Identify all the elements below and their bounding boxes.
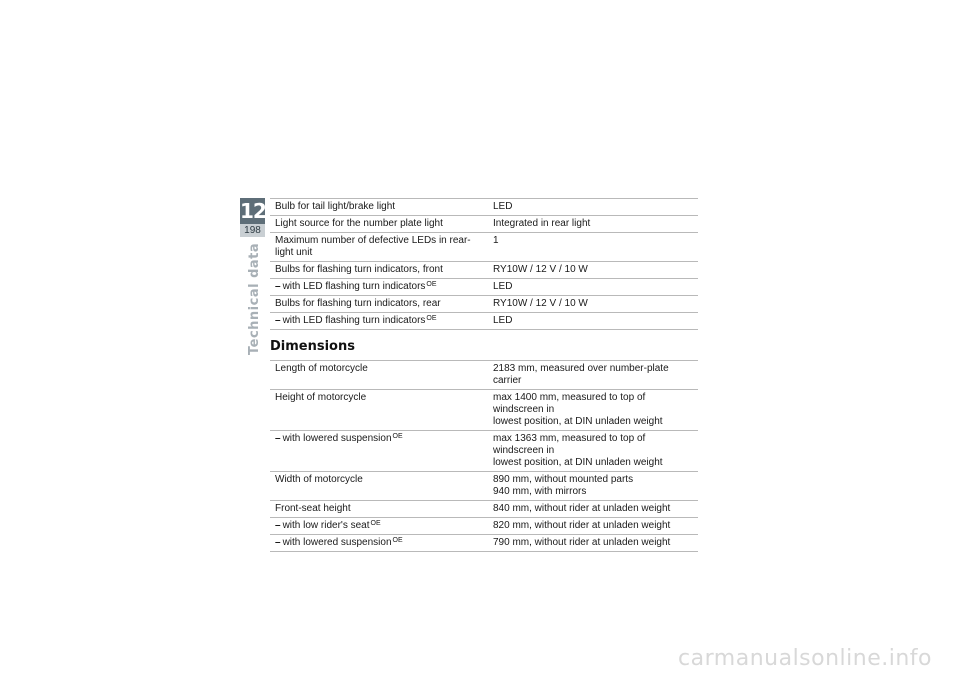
spec-value: 1 [488,233,698,262]
table-row [270,313,698,330]
optional-equipment-mark: OE [392,433,403,440]
spec-value-line: 790 mm, without rider at unladen weight [493,537,671,548]
spec-value [488,472,698,501]
lighting-table [270,198,698,330]
table-row [270,390,698,431]
table-row [270,233,698,262]
spec-label-text: with lowered suspension [282,433,392,444]
spec-label-text: Front-seat height [275,503,351,514]
spec-label-text: with LED flashing turn indicators [282,315,426,326]
chapter-title: Technical data [247,242,262,355]
optional-equipment-mark: OE [426,315,437,322]
spec-value-line: 820 mm, without rider at unladen weight [493,520,671,531]
page-number: 198 [240,224,265,237]
spec-label-text: Bulbs for flashing turn indicators, rear [275,298,441,309]
spec-label-text: Bulbs for flashing turn indicators, front [275,264,443,275]
optional-equipment-mark: OE [426,281,437,288]
spec-label-text: Light source for the number plate light [275,218,443,229]
spec-label-text: with low rider's seat [282,520,370,531]
spec-value: LED [488,313,698,330]
spec-value: Integrated in rear light [488,216,698,233]
spec-label [270,501,488,518]
spec-label [270,518,488,535]
table-row [270,296,698,313]
spec-label [270,279,488,296]
spec-value-line: 890 mm, without mounted parts [493,474,634,485]
table-row [270,501,698,518]
spec-value-line: max 1363 mm, measured to top of windscreen in [493,433,646,456]
spec-value-line: 840 mm, without rider at unladen weight [493,503,671,514]
watermark: carmanualsonline.info [678,646,932,671]
spec-value [488,431,698,472]
spec-label [270,472,488,501]
dimensions-table [270,360,698,552]
spec-label [270,313,488,330]
table-row [270,199,698,216]
spec-value [488,361,698,390]
table-row [270,216,698,233]
page-content [270,198,698,552]
spec-label [270,390,488,431]
spec-label [270,296,488,313]
spec-value-line: 2183 mm, measured over number-plate carrier [493,363,669,386]
dash-bullet-icon: – [275,281,281,292]
spec-value: LED [488,279,698,296]
optional-equipment-mark: OE [370,520,381,527]
spec-value: LED [488,199,698,216]
spec-value-line: max 1400 mm, measured to top of windscreen in [493,392,646,415]
spec-label [270,535,488,552]
table-row [270,518,698,535]
spec-label-text: with lowered suspension [282,537,392,548]
chapter-number: 12 [240,199,266,223]
table-row [270,361,698,390]
spec-label [270,262,488,279]
table-row [270,431,698,472]
spec-label-text: Width of motorcycle [275,474,363,485]
spec-label-text: Height of motorcycle [275,392,367,403]
spec-value-line: lowest position, at DIN unladen weight [493,457,663,468]
spec-label-text: with LED flashing turn indicators [282,281,426,292]
chapter-tab [240,198,265,237]
table-row [270,279,698,296]
spec-label [270,233,488,262]
spec-label-text: Maximum number of defective LEDs in rear-light unit [275,235,471,258]
spec-value: RY10W / 12 V / 10 W [488,262,698,279]
table-row [270,262,698,279]
dash-bullet-icon: – [275,315,281,326]
optional-equipment-mark: OE [392,537,403,544]
spec-value [488,390,698,431]
spec-value-line: lowest position, at DIN unladen weight [493,416,663,427]
dash-bullet-icon: – [275,520,281,531]
spec-label [270,431,488,472]
spec-value [488,501,698,518]
spec-value-line: 940 mm, with mirrors [493,486,587,497]
spec-label [270,199,488,216]
table-row [270,472,698,501]
dash-bullet-icon: – [275,537,281,548]
section-heading: Dimensions [270,339,355,354]
spec-value [488,535,698,552]
table-row [270,535,698,552]
spec-value [488,518,698,535]
spec-label-text: Bulb for tail light/brake light [275,201,396,212]
spec-value: RY10W / 12 V / 10 W [488,296,698,313]
spec-label-text: Length of motorcycle [275,363,368,374]
spec-label [270,361,488,390]
dash-bullet-icon: – [275,433,281,444]
spec-label [270,216,488,233]
